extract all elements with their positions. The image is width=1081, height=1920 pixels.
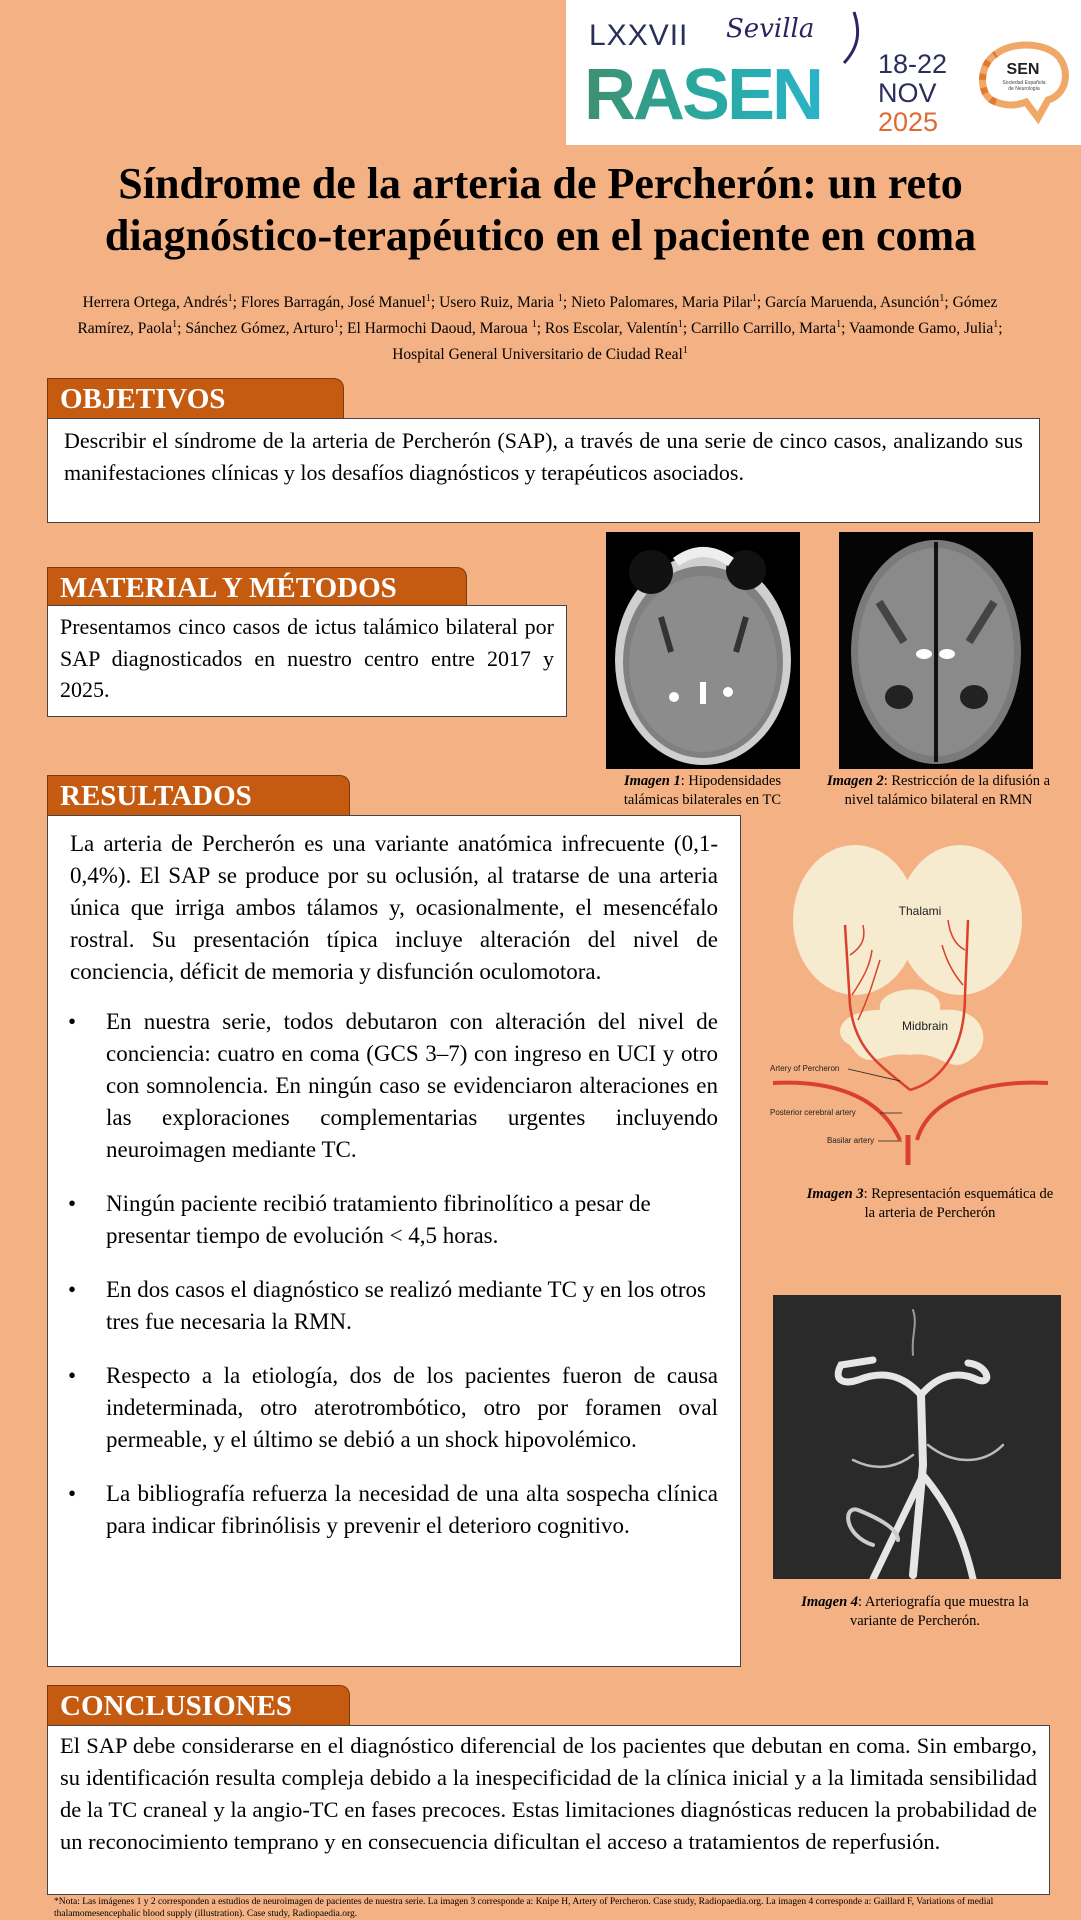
resultados-bullet <box>70 1006 718 1166</box>
bullet-icon: • <box>68 1277 77 1302</box>
logo-name: RASEN <box>584 55 822 135</box>
logo-days: 18-22 <box>878 49 948 79</box>
figure-caption-2 <box>816 772 1061 810</box>
affiliation-marker: 1 <box>425 293 431 304</box>
author-list: Herrera Ortega, Andrés$^1$; Flores Barragán, José Manuel$^1$; Usero Ruiz, Maria $^1$; Nieto Palomares, Maria Pilar$^1$; García Maruenda, Asunción$^1$; Gómez Ramírez, Paola$^1$; Sánchez Gómez, Arturo$^1$; El Harmochi Daoud, Maroua $^1$; Ros Escolar, Valentín$^1$; Carrillo Carrillo, Marta$^1$; Vaamonde Gamo, Julia$^1$; Hospital General Universitario de Ciudad Real$^1$ <box>77 293 1003 364</box>
logo-city: Sevilla <box>726 14 815 44</box>
affiliation-marker: 1 <box>836 319 842 331</box>
bullet-icon: • <box>68 1481 77 1506</box>
affiliation-marker: 1 <box>993 319 999 331</box>
ct-scan-image <box>606 532 800 769</box>
label-midbrain: Midbrain <box>901 1019 949 1033</box>
figure-caption-text: : Hipodensidades talámicas bilaterales en TC <box>623 773 782 808</box>
figure-caption-text: : Representación esquemática de la arteria de Percherón <box>863 1186 1054 1221</box>
label-thalami: Thalami <box>898 904 942 918</box>
label-posterior-cerebral: Posterior cerebral artery <box>770 1108 856 1117</box>
section-body-objetivos: Describir el síndrome de la arteria de Percherón (SAP), a través de una serie de cinco casos, analizando sus manifestaciones clínicas y los desafíos diagnósticos y terapéuticos asociados. <box>47 418 1040 523</box>
section-body-conclusiones: El SAP debe considerarse en el diagnóstico diferencial de los pacientes que debutan en coma. Sin embargo, su identificación resulta compleja debido a la inespecificidad de la clínica inicial y a la limitada sensibilidad de la TC craneal y la angio-TC en fases precoces. Estas limitaciones diagnósticas reducen la probabilidad de un reconocimiento temprano y en consecuencia dificultan el acceso a tratamientos de reperfusión. <box>47 1725 1050 1895</box>
figure-label: Imagen 2 <box>826 773 884 789</box>
author-name: Herrera Ortega, Andrés <box>82 294 228 312</box>
author-name: Usero Ruiz, Maria <box>439 294 558 312</box>
resultados-bullet-list <box>70 1006 718 1542</box>
bullet-icon: • <box>68 1191 77 1216</box>
section-heading-conclusiones: CONCLUSIONES <box>47 1685 350 1726</box>
resultados-bullet <box>70 1274 718 1338</box>
author-name: García Maruenda, Asunción <box>765 294 940 312</box>
figure-caption-4 <box>780 1593 1050 1631</box>
mri-dwi-image <box>839 532 1033 769</box>
author-name: Ros Escolar, Valentín <box>544 320 678 338</box>
resultados-bullet <box>70 1478 718 1542</box>
label-artery-percheron: Artery of Percheron <box>770 1064 840 1073</box>
poster-title: Síndrome de la arteria de Percherón: un reto diagnóstico-terapéutico en el paciente en coma <box>104 159 977 260</box>
percheron-artery-diagram <box>770 845 1070 1165</box>
figure-label: Imagen 4 <box>801 1594 859 1610</box>
section-heading-objetivos: OBJETIVOS <box>47 378 344 419</box>
congress-logo-banner <box>566 0 1081 145</box>
author-name: Sánchez Gómez, Arturo <box>185 320 334 338</box>
author-name: Carrillo Carrillo, Marta <box>691 320 837 338</box>
bullet-icon: • <box>68 1009 77 1034</box>
logo-edition: LXXVII <box>589 19 689 52</box>
figure-caption-3 <box>800 1185 1060 1223</box>
affiliation-marker: 1 <box>172 319 178 331</box>
affiliation-marker: 1 <box>751 293 757 304</box>
bullet-text: Ningún paciente recibió tratamiento fibrinolítico a pesar de presentar tiempo de evolución < 4,5 horas. <box>106 1191 651 1248</box>
author-name: Vaamonde Gamo, Julia <box>849 320 994 338</box>
figure-caption-1 <box>600 772 805 810</box>
bullet-text: Respecto a la etiología, dos de los pacientes fueron de causa indeterminada, otro aterotrombótico, otro por foramen oval permeable, y el último se debió a un shock hipovolémico. <box>106 1363 718 1452</box>
section-body-material: Presentamos cinco casos de ictus talámico bilateral por SAP diagnosticados en nuestro centro entre 2017 y 2025. <box>47 605 567 717</box>
sen-abbr: SEN <box>1006 61 1040 78</box>
section-heading-resultados: RESULTADOS <box>47 775 350 816</box>
section-heading-material: MATERIAL Y MÉTODOS <box>47 567 467 606</box>
author-name: Hospital General Universitario de Ciudad Real <box>392 346 683 364</box>
bullet-icon: • <box>68 1363 77 1388</box>
resultados-bullet <box>70 1360 718 1456</box>
resultados-bullet <box>70 1188 718 1252</box>
right-thalamus-shape <box>898 845 1022 995</box>
logo-year: 2025 <box>878 107 939 137</box>
author-name: Gómez Ramírez, Paola <box>77 294 998 338</box>
resultados-intro: La arteria de Percherón es una variante anatómica infrecuente (0,1-0,4%). El SAP se produce por su oclusión, al tratarse de una arteria única que irriga ambos tálamos y, ocasionalmente, el mesencéfalo rostral. Su presentación típica incluye alteración del nivel de conciencia, déficit de memoria y disfunción oculomotora. <box>70 831 718 984</box>
affiliation-marker: 1 <box>557 293 563 304</box>
figure-label: Imagen 3 <box>806 1186 864 1202</box>
author-name: Flores Barragán, José Manuel <box>240 294 426 312</box>
bullet-text: En nuestra serie, todos debutaron con alteración del nivel de conciencia: cuatro en coma (GCS 3–7) con ingreso en UCI y otro con somnolencia. En ningún caso se evidenciaron alteraciones en las exploraciones complementarias urgentes incluyendo neuroimagen mediante TC. <box>106 1009 718 1162</box>
bullet-text: En dos casos el diagnóstico se realizó mediante TC y en los otros tres fue necesaria la RMN. <box>106 1277 706 1334</box>
figure-caption-text: : Restricción de la difusión a nivel talámico bilateral en RMN <box>844 773 1051 808</box>
label-basilar: Basilar artery <box>827 1136 875 1145</box>
author-name: El Harmochi Daoud, Maroua <box>347 320 532 338</box>
figure-caption-text: : Arteriografía que muestra la variante de Percherón. <box>849 1594 1029 1629</box>
bullet-text: La bibliografía refuerza la necesidad de una alta sospecha clínica para indicar fibrinólisis y prevenir el deterioro cognitivo. <box>106 1481 718 1538</box>
affiliation-marker: 1 <box>227 293 233 304</box>
logo-swoosh-icon <box>836 8 866 68</box>
sen-society-name: Sociedad Española de Neurología <box>1002 80 1046 92</box>
affiliation-marker: 1 <box>682 345 688 357</box>
section-body-resultados <box>47 815 741 1667</box>
affiliation-marker: 1 <box>531 319 537 331</box>
logo-month: NOV <box>878 78 937 108</box>
logo-dates <box>878 50 947 137</box>
references-footnote: *Nota: Las imágenes 1 y 2 corresponden a estudios de neuroimagen de pacientes de nuestra serie. La imagen 3 corresponde a: Knipe H, Artery of Percheron. Case study, Radiopaedia.org. La imagen 4 corresponde a: Gaillard F, Variations of medial thalamomesencephalic blood supply (illustration). Case study, Radiopaedia.org. <box>54 1897 994 1919</box>
affiliation-marker: 1 <box>333 319 339 331</box>
affiliation-marker: 1 <box>677 319 683 331</box>
author-name: Nieto Palomares, Maria Pilar <box>571 294 752 312</box>
angiography-image <box>773 1295 1061 1579</box>
affiliation-marker: 1 <box>939 293 945 304</box>
figure-label: Imagen 1 <box>623 773 681 789</box>
